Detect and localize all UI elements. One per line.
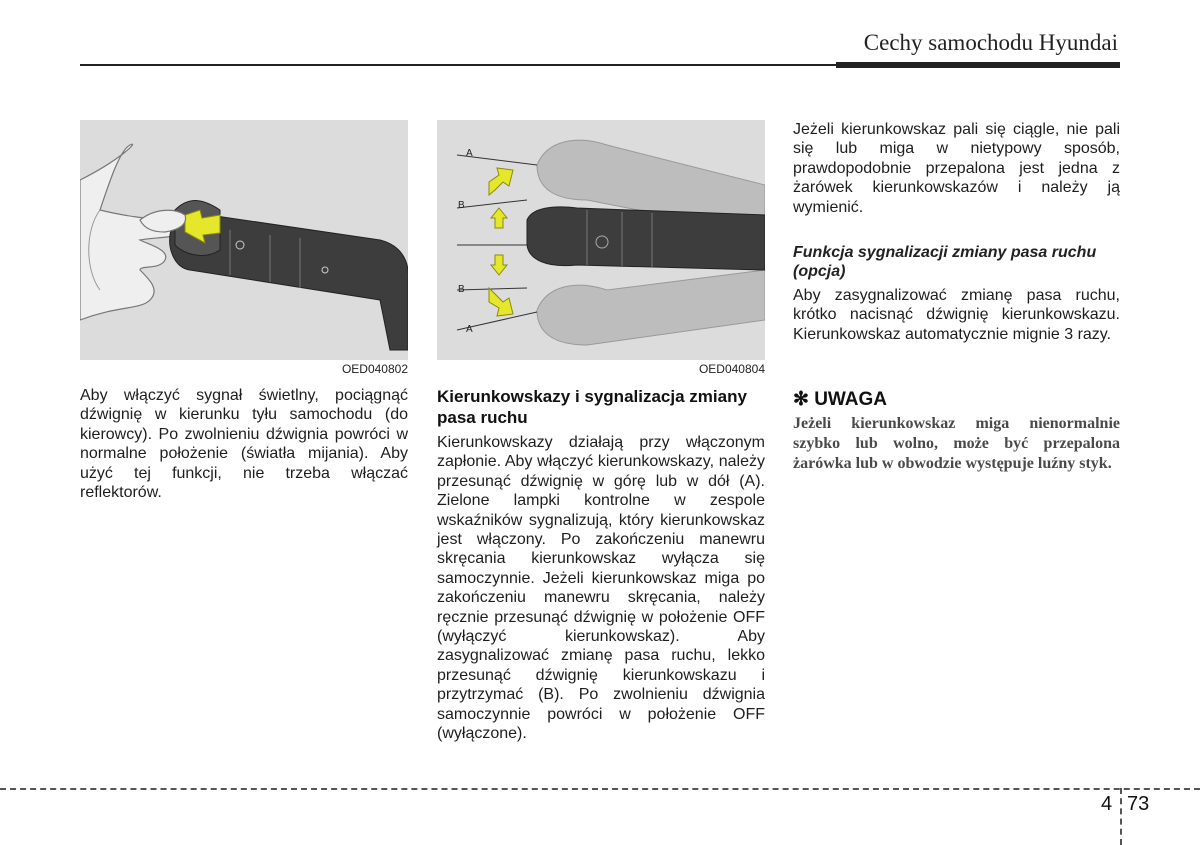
page-number: 73	[1127, 793, 1150, 815]
figure-turn-signal-positions	[437, 120, 765, 360]
lane-change-paragraph: Aby zasygnalizować zmianę pasa ruchu, krótko nacisnąć dźwignię kierunkowskazu. Kierunkowskaz automatycznie mignie 3 razy.	[793, 287, 1120, 343]
label-b-top: B	[458, 200, 465, 211]
section-number: 4	[1101, 793, 1113, 815]
footer-vertical-divider	[1120, 788, 1122, 845]
caution-title: UWAGA	[814, 389, 888, 410]
header-rule-thick	[836, 62, 1120, 68]
lane-change-subheading: Funkcja sygnalizacji zmiany pasa ruchu (opcja)	[793, 244, 1097, 280]
footer-divider	[0, 788, 1200, 790]
section-heading: Kierunkowskazy i sygnalizacja zmiany pasa ruchu	[437, 387, 747, 427]
label-a-top: A	[466, 148, 473, 159]
bulb-paragraph: Jeżeli kierunkowskaz pali się ciągle, nie pali się lub miga w nietypowy sposób, prawdopodobnie przepalona jest jedna z żarówek kierunkowskazów i należy ją wymienić.	[793, 121, 1120, 216]
turn-signal-paragraph: Kierunkowskazy działają przy włączonym zapłonie. Aby włączyć kierunkowskazy, należy przesunąć dźwignię w górę lub w dół (A). Zielone lampki kontrolne w zespole wskaźników sygnalizują, który kierunkowskaz jest włączony. Po zakończeniu manewru skręcania kierunkowskaz wyłącza się samoczynnie. Jeżeli kierunkowskaz miga po zakończeniu manewru skręcania, należy ręcznie przesunąć dźwignię w położenie OFF (wyłączyć kierunkowskaz). Aby zasygnalizować zmianę pasa ruchu, lekko przesunąć dźwignię kierunkowskazu i przytrzymać (B). Po zwolnieniu dźwignia samoczynnie powróci w położenie OFF (wyłączone).	[437, 434, 765, 743]
lever-pull-illustration	[80, 120, 408, 360]
label-b-bottom: B	[458, 284, 465, 295]
label-a-bottom: A	[466, 324, 473, 335]
caution-star-icon: ✻	[793, 389, 809, 410]
figure-flash-to-pass	[80, 120, 408, 360]
turn-signal-lever-illustration	[437, 120, 765, 360]
caution-text: Jeżeli kierunkowskaz miga nienormalnie szybko lub wolno, może być przepalona żarówka lub w obwodzie występuje luźny styk.	[793, 415, 1120, 472]
flash-to-pass-paragraph: Aby włączyć sygnał świetlny, pociągnąć dźwignię w kierunku tyłu samochodu (do kierowcy). Po zwolnieniu dźwignia powróci w normalne położenie (światła mijania). Aby użyć tej funkcji, nie trzeba włączać reflektorów.	[80, 387, 408, 502]
caution-heading	[793, 388, 887, 411]
figure-code: OED040804	[698, 362, 765, 376]
figure-code: OED040802	[341, 362, 408, 376]
header-rule	[80, 64, 836, 66]
page-header-title: Cechy samochodu Hyundai	[863, 30, 1118, 55]
